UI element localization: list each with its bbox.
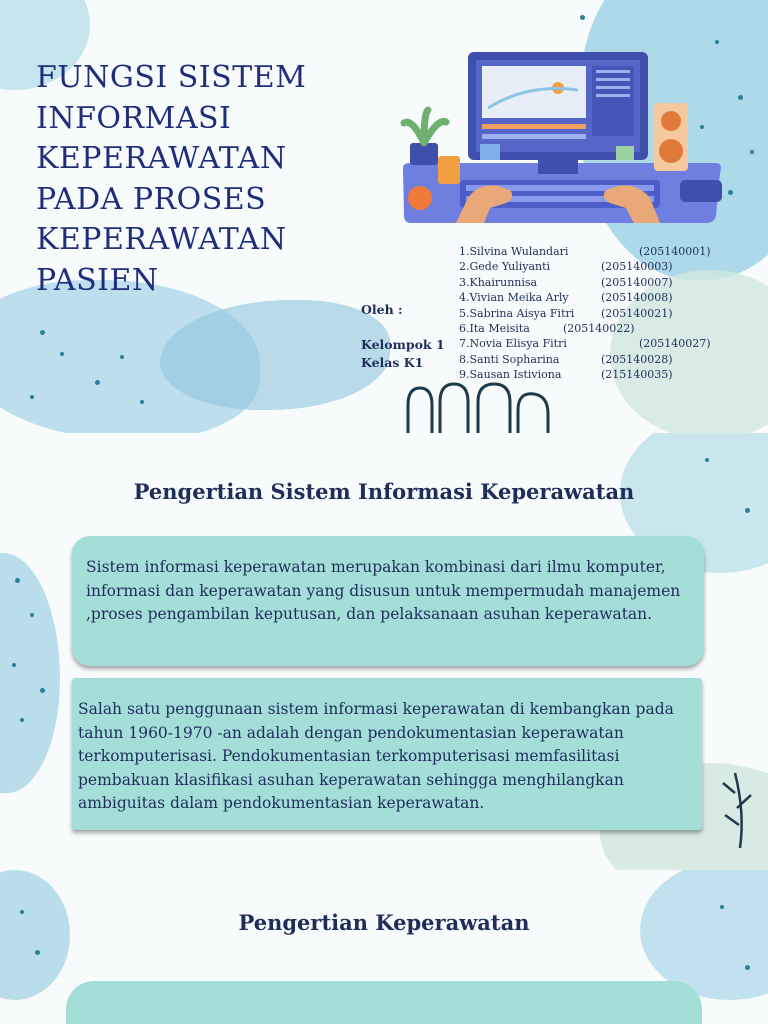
nursing-definition-slide [0, 870, 768, 1024]
member-id: (205140008) [601, 291, 673, 305]
bg-dot [35, 950, 40, 955]
bg-dot [20, 718, 24, 722]
member-name: 3.Khairunnisa [459, 275, 538, 289]
member-name: 7.Novia Elisya Fitri [459, 337, 567, 351]
member-id: (205140003) [601, 260, 673, 274]
member-name: 4.Vivian Meika Arly [459, 291, 569, 305]
member-name: 9.Sausan Istiviona [459, 368, 562, 382]
section-heading: Pengertian Keperawatan [238, 910, 530, 935]
group-label: Kelompok 1 [361, 337, 445, 352]
member-item [459, 259, 729, 274]
member-name: 2.Gede Yuliyanti [459, 260, 551, 274]
presentation-title: FUNGSI SISTEM INFORMASI KEPERAWATAN PADA PROSES KEPERAWATAN PASIEN [36, 60, 307, 298]
member-id: (205140021) [601, 306, 673, 320]
bg-dot [95, 380, 100, 385]
history-box [72, 678, 702, 830]
bg-dot [750, 150, 754, 154]
oleh-label: Oleh : [361, 302, 403, 317]
member-item [459, 352, 729, 367]
nursing-definition-box [66, 981, 702, 1024]
member-name: 6.Ita Meisita [459, 321, 530, 335]
bg-dot [60, 352, 64, 356]
member-list [459, 244, 729, 383]
member-id: (215140035) [601, 368, 673, 382]
bg-dot [745, 508, 750, 513]
group-info [361, 336, 445, 372]
bg-blob [0, 553, 60, 793]
bg-dot [140, 400, 144, 404]
bg-dot [15, 578, 20, 583]
member-item [459, 306, 729, 321]
arch-doodle [400, 380, 560, 433]
leaf-doodle [705, 753, 765, 853]
bg-dot [745, 965, 750, 970]
bg-dot [40, 330, 45, 335]
bg-blob [0, 870, 70, 1000]
member-id: (205140028) [601, 352, 673, 366]
class-label: Kelas K1 [361, 355, 424, 370]
bg-dot [715, 40, 719, 44]
member-name: 8.Santi Sopharina [459, 352, 560, 366]
definition-text: Sistem informasi keperawatan merupakan kombinasi dari ilmu komputer, informasi dan keperawatan yang disusun untuk mempermudah manajemen ,proses pengambilan keputusan, dan pelaksanaan asuhan keperawatan. [86, 558, 681, 623]
section-heading: Pengertian Sistem Informasi Keperawatan [133, 479, 635, 504]
member-name: 1.Silvina Wulandari [459, 245, 569, 258]
history-text: Salah satu penggunaan sistem informasi keperawatan di kembangkan pada tahun 1960-1970 -an adalah dengan pendokumentasian keperawatan terkomputerisasi. Pendokumentasian terkomputerisasi memfasilitasi pembakuan klasifikasi asuhan keperawatan sehingga menghilangkan ambiguitas dalam pendokumentasian keperawatan. [78, 700, 674, 812]
bg-dot [30, 613, 34, 617]
member-item [459, 336, 729, 351]
definition-box [72, 536, 704, 666]
member-id: (205140027) [639, 337, 711, 351]
bg-dot [738, 95, 743, 100]
bg-dot [728, 190, 733, 195]
member-name: 5.Sabrina Aisya Fitri [459, 306, 575, 320]
bg-dot [30, 395, 34, 399]
bg-dot [705, 458, 709, 462]
definition-slide [0, 433, 768, 870]
member-item [459, 290, 729, 305]
bg-dot [40, 688, 45, 693]
member-id: (205140022) [563, 321, 635, 335]
member-item [459, 367, 729, 382]
bg-dot [720, 905, 724, 909]
computer-desk-illustration [398, 48, 728, 233]
member-item [459, 321, 729, 336]
bg-dot [120, 355, 124, 359]
member-item [459, 275, 729, 290]
member-item [459, 244, 729, 259]
member-id: (205140007) [601, 275, 673, 289]
member-id: (205140001) [639, 245, 711, 258]
bg-dot [12, 663, 16, 667]
bg-dot [580, 15, 585, 20]
title-slide [0, 0, 768, 433]
